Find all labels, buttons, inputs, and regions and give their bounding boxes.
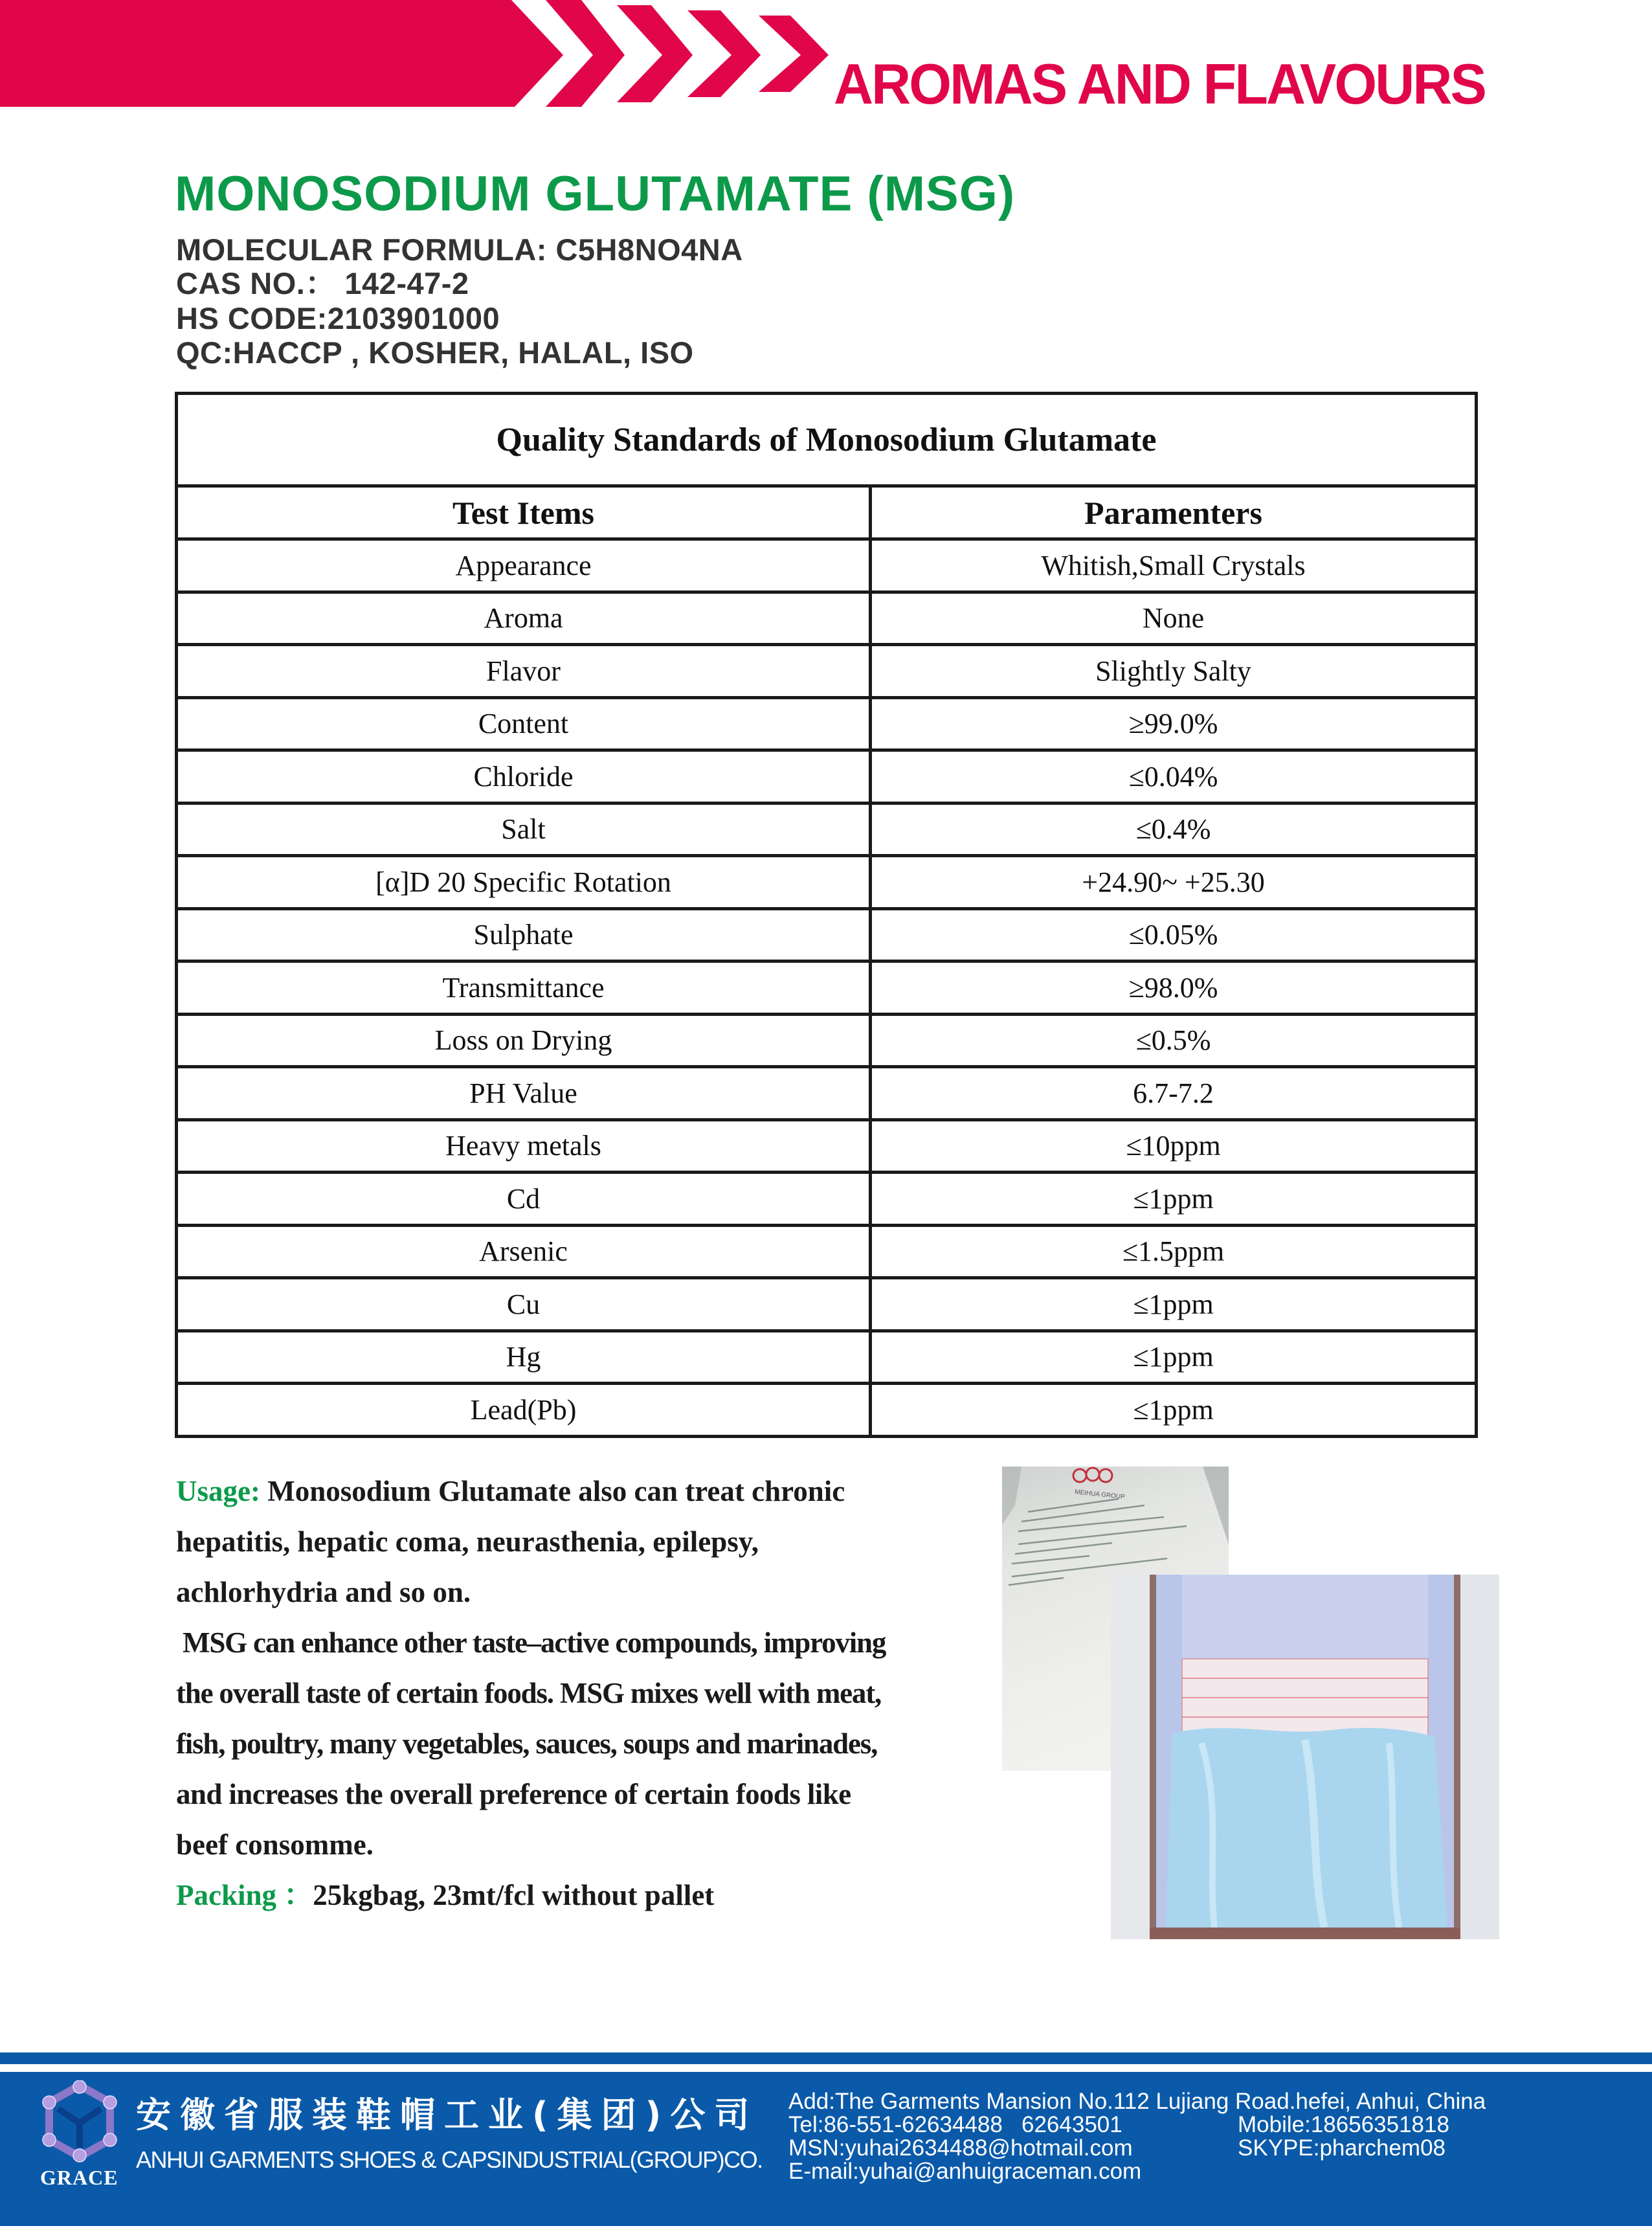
- test-item: Lead(Pb): [177, 1384, 871, 1437]
- test-item: Loss on Drying: [177, 1014, 871, 1067]
- column-header-parameters: Paramenters: [871, 486, 1477, 539]
- parameter-value: ≤1.5ppm: [871, 1225, 1477, 1278]
- contact-tel: Tel:86-551-62634488 62643501: [788, 2112, 1122, 2137]
- table-row: [177, 1014, 1477, 1067]
- hs-code: HS CODE:2103901000: [176, 301, 500, 335]
- parameter-value: ≥99.0%: [871, 697, 1477, 750]
- table-row: [177, 1119, 1477, 1173]
- table-row: [177, 856, 1477, 909]
- contact-mobile: Mobile:18656351818: [1238, 2112, 1449, 2137]
- parameter-value: ≤1ppm: [871, 1384, 1477, 1437]
- footer-band-top: [0, 2052, 1652, 2064]
- table-row: [177, 592, 1477, 645]
- usage-line: beef consomme.: [176, 1828, 374, 1861]
- test-item: Cd: [177, 1173, 871, 1226]
- shipping-container-photo: [1111, 1575, 1499, 1939]
- company-name-chinese: 安徽省服装鞋帽工业(集团)公司: [136, 2095, 759, 2135]
- svg-text:MEIHUA GROUP: MEIHUA GROUP: [1074, 1489, 1126, 1501]
- header-red-block: [0, 0, 563, 107]
- parameter-value: 6.7-7.2: [871, 1067, 1477, 1120]
- usage-line: fish, poultry, many vegetables, sauces, soups and marinades,: [176, 1727, 878, 1760]
- parameter-value: Slightly Salty: [871, 645, 1477, 698]
- grace-logo-text: GRACE: [40, 2166, 118, 2189]
- table-row: [177, 1331, 1477, 1384]
- chevron-icon: [687, 10, 761, 97]
- parameter-value: ≤1ppm: [871, 1173, 1477, 1226]
- usage-label: Usage:: [176, 1475, 260, 1507]
- packing-value: 25kgbag, 23mt/fcl without pallet: [313, 1879, 715, 1911]
- test-item: Content: [177, 697, 871, 750]
- parameter-value: ≤10ppm: [871, 1119, 1477, 1173]
- packing-label: Packing ：: [176, 1879, 313, 1911]
- parameter-value: ≤1ppm: [871, 1331, 1477, 1384]
- test-item: Flavor: [177, 645, 871, 698]
- section-title: AROMAS AND FLAVOURS: [834, 52, 1485, 116]
- test-item: PH Value: [177, 1067, 871, 1120]
- table-row: [177, 803, 1477, 856]
- container-illustration: [1111, 1575, 1499, 1939]
- table-title: Quality Standards of Monosodium Glutamate: [177, 394, 1477, 486]
- table-row: [177, 750, 1477, 804]
- column-header-test-items: Test Items: [177, 486, 871, 539]
- grace-logo-icon: [40, 2080, 119, 2163]
- parameter-value: None: [871, 592, 1477, 645]
- table-header-row: [177, 486, 1477, 539]
- table-row: [177, 539, 1477, 592]
- header-chevron-banner: [0, 0, 842, 110]
- test-item: Heavy metals: [177, 1119, 871, 1173]
- table-row: [177, 1278, 1477, 1331]
- quality-standards-table: [175, 392, 1478, 1438]
- parameter-value: ≤0.05%: [871, 908, 1477, 961]
- product-name: MONOSODIUM GLUTAMATE (MSG): [175, 166, 1016, 221]
- chevron-icon: [617, 5, 693, 102]
- footer-divider: [0, 2064, 1652, 2072]
- test-item: Chloride: [177, 750, 871, 804]
- test-item: Aroma: [177, 592, 871, 645]
- table-title-row: [177, 394, 1477, 486]
- parameter-value: Whitish,Small Crystals: [871, 539, 1477, 592]
- chevron-icon: [759, 16, 829, 92]
- table-row: [177, 1173, 1477, 1226]
- test-item: Appearance: [177, 539, 871, 592]
- parameter-value: ≤0.4%: [871, 803, 1477, 856]
- table-row: [177, 1225, 1477, 1278]
- usage-line: and increases the overall preference of certain foods like: [176, 1778, 851, 1810]
- usage-line: MSG can enhance other taste–active compounds, improving: [176, 1626, 886, 1659]
- usage-line: achlorhydria and so on.: [176, 1576, 471, 1608]
- table-row: [177, 1067, 1477, 1120]
- packing-line: [176, 1870, 1018, 1920]
- parameter-value: ≤1ppm: [871, 1278, 1477, 1331]
- usage-line: Usage: Monosodium Glutamate also can treat chronic: [176, 1475, 845, 1507]
- contact-email: E-mail:yuhai@anhuigraceman.com: [788, 2159, 1142, 2184]
- parameter-value: ≤0.04%: [871, 750, 1477, 804]
- contact-address: Add:The Garments Mansion No.112 Lujiang Road.hefei, Anhui, China: [788, 2089, 1486, 2114]
- table-row: [177, 1384, 1477, 1437]
- test-item: Sulphate: [177, 908, 871, 961]
- usage-line: hepatitis, hepatic coma, neurasthenia, epilepsy,: [176, 1525, 759, 1558]
- table-row: [177, 908, 1477, 961]
- qc-certifications: QC:HACCP , KOSHER, HALAL, ISO: [176, 335, 694, 370]
- table-row: [177, 961, 1477, 1015]
- molecular-formula: MOLECULAR FORMULA: C5H8NO4NA: [176, 232, 743, 267]
- test-item: Arsenic: [177, 1225, 871, 1278]
- test-item: Transmittance: [177, 961, 871, 1015]
- usage-line: the overall taste of certain foods. MSG mixes well with meat,: [176, 1677, 882, 1709]
- contact-msn: MSN:yuhai2634488@hotmail.com: [788, 2135, 1133, 2161]
- contact-skype: SKYPE:pharchem08: [1238, 2135, 1446, 2161]
- company-name-english: ANHUI GARMENTS SHOES & CAPSINDUSTRIAL(GROUP)CO.: [136, 2146, 763, 2173]
- table-row: [177, 645, 1477, 698]
- parameter-value: ≤0.5%: [871, 1014, 1477, 1067]
- test-item: Cu: [177, 1278, 871, 1331]
- test-item: Salt: [177, 803, 871, 856]
- test-item: [α]D 20 Specific Rotation: [177, 856, 871, 909]
- parameter-value: ≥98.0%: [871, 961, 1477, 1015]
- cas-number: CAS NO.： 142-47-2: [176, 266, 469, 300]
- test-item: Hg: [177, 1331, 871, 1384]
- table-row: [177, 697, 1477, 750]
- usage-paragraph: [176, 1466, 1018, 1920]
- parameter-value: +24.90~ +25.30: [871, 856, 1477, 909]
